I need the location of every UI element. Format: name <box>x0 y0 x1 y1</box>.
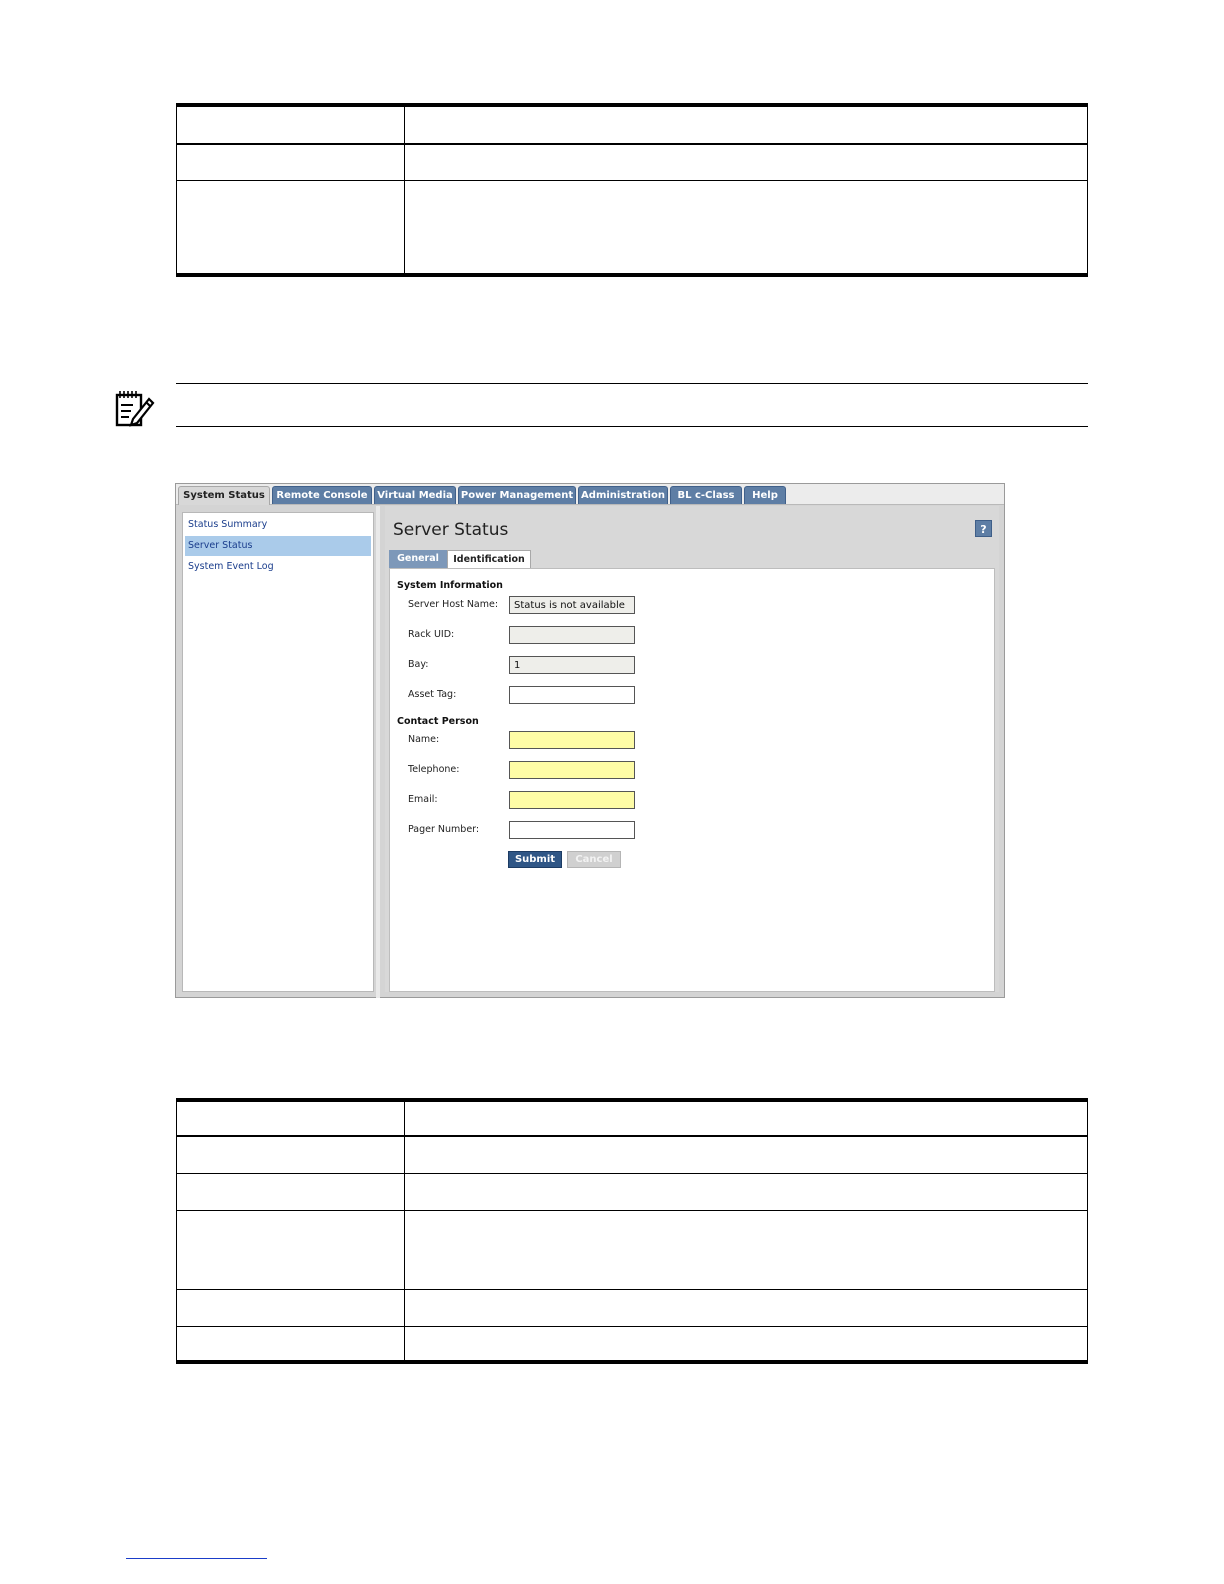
nav-system-event-log[interactable]: System Event Log <box>188 561 274 572</box>
submit-button[interactable]: Submit <box>508 851 562 868</box>
pager-number-label: Pager Number: <box>408 824 480 835</box>
asset-tag-field[interactable] <box>509 686 635 704</box>
table-cell <box>177 1100 405 1136</box>
email-label: Email: <box>408 794 438 805</box>
nav-server-status[interactable]: Server Status <box>185 536 371 556</box>
tab-identification[interactable]: Identification <box>447 550 531 568</box>
table-cell <box>405 1173 1088 1210</box>
table-row <box>177 1136 1088 1173</box>
note-rule-bottom <box>176 426 1088 427</box>
table-row <box>177 144 1088 180</box>
table-row <box>177 1326 1088 1362</box>
table-cell <box>177 1210 405 1289</box>
bay-label: Bay: <box>408 659 429 670</box>
page-title: Server Status <box>393 520 509 540</box>
table-row <box>177 1173 1088 1210</box>
tab-help[interactable]: Help <box>744 486 786 504</box>
identification-form <box>389 568 995 992</box>
rack-uid-label: Rack UID: <box>408 629 455 640</box>
server-host-name-label: Server Host Name: <box>408 599 499 610</box>
upper-table <box>176 103 1088 277</box>
pane-divider[interactable] <box>376 506 380 998</box>
tab-bl-c-class[interactable]: BL c-Class <box>670 486 742 504</box>
table-cell <box>405 105 1088 144</box>
lower-table <box>176 1098 1088 1364</box>
table-cell <box>405 180 1088 275</box>
telephone-label: Telephone: <box>408 764 460 775</box>
tab-remote-console[interactable]: Remote Console <box>272 486 372 504</box>
table-row <box>177 1289 1088 1326</box>
table-cell <box>405 144 1088 180</box>
pager-number-field[interactable] <box>509 821 635 839</box>
table-cell <box>405 1210 1088 1289</box>
name-field[interactable] <box>509 731 635 749</box>
main-tab-bar <box>176 484 1004 505</box>
table-header-row <box>177 105 1088 144</box>
main-pane <box>385 506 999 992</box>
system-information-heading: System Information <box>397 580 503 591</box>
table-cell <box>177 1289 405 1326</box>
help-icon[interactable]: ? <box>975 520 992 537</box>
footer-link-underline[interactable] <box>126 1558 267 1559</box>
ilo-screenshot <box>175 483 1005 998</box>
name-label: Name: <box>408 734 440 745</box>
bay-field[interactable] <box>509 656 635 674</box>
note-rule-top <box>176 383 1088 384</box>
tab-general[interactable]: General <box>389 550 447 568</box>
server-host-name-field[interactable] <box>509 596 635 614</box>
table-cell <box>177 105 405 144</box>
table-row <box>177 1210 1088 1289</box>
table-cell <box>177 1326 405 1362</box>
rack-uid-field[interactable] <box>509 626 635 644</box>
asset-tag-label: Asset Tag: <box>408 689 457 700</box>
contact-person-heading: Contact Person <box>397 716 479 727</box>
note-block <box>115 383 1088 427</box>
table-cell <box>177 1136 405 1173</box>
nav-status-summary[interactable]: Status Summary <box>188 519 268 530</box>
table-header-row <box>177 1100 1088 1136</box>
note-pencil-icon <box>115 389 155 429</box>
table-cell <box>405 1136 1088 1173</box>
table-cell <box>177 144 405 180</box>
tab-virtual-media[interactable]: Virtual Media <box>374 486 456 504</box>
tab-power-management[interactable]: Power Management <box>458 486 576 504</box>
telephone-field[interactable] <box>509 761 635 779</box>
table-cell <box>405 1289 1088 1326</box>
table-cell <box>177 1173 405 1210</box>
table-cell <box>405 1100 1088 1136</box>
left-nav-pane <box>182 512 374 992</box>
tab-administration[interactable]: Administration <box>578 486 668 504</box>
table-cell <box>405 1326 1088 1362</box>
tab-system-status[interactable]: System Status <box>178 486 270 505</box>
email-field[interactable] <box>509 791 635 809</box>
table-cell <box>177 180 405 275</box>
cancel-button[interactable]: Cancel <box>567 851 621 868</box>
table-row <box>177 180 1088 275</box>
